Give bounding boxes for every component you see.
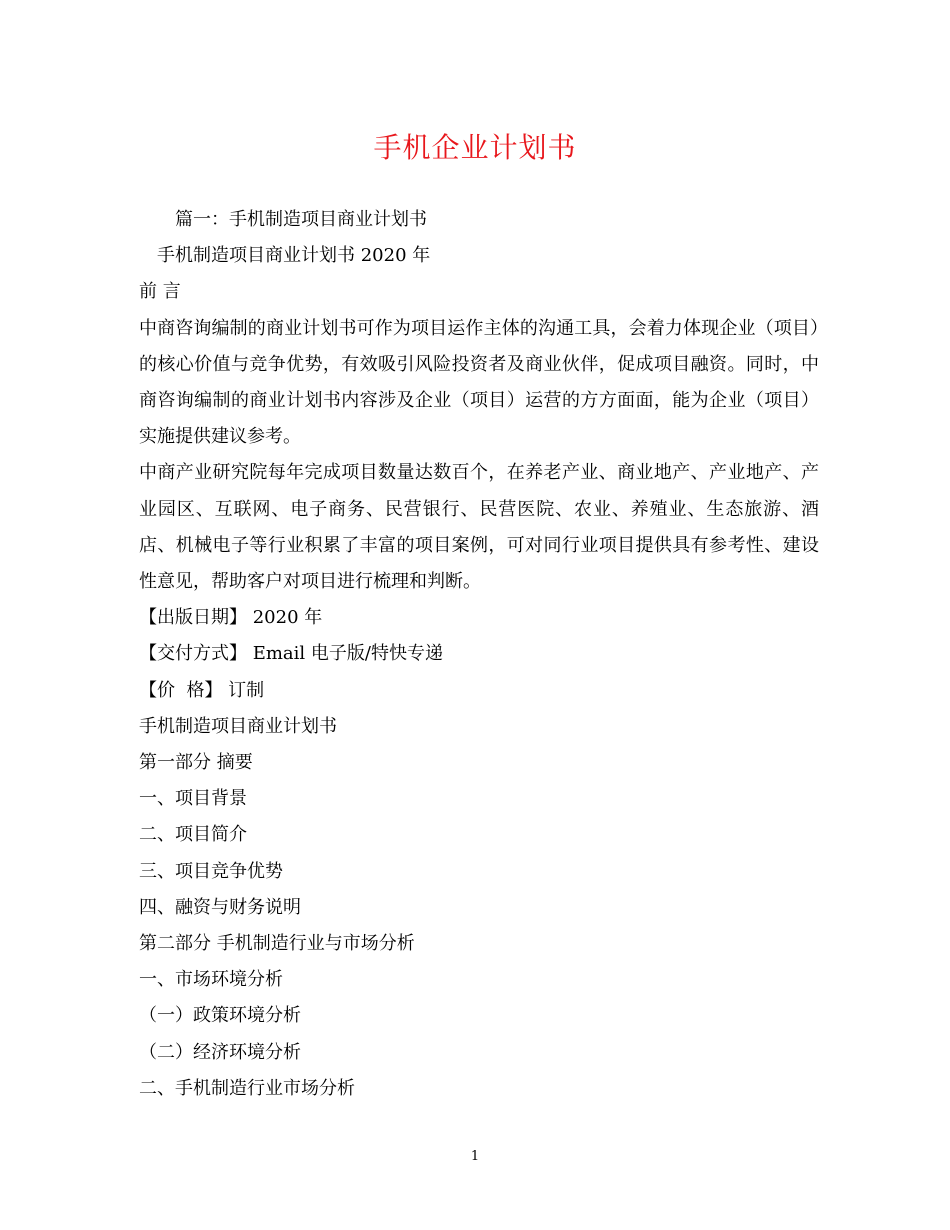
price: 【价 格】 订制 [139, 679, 265, 701]
toc-part-2-item-1-sub-2: （二）经济环境分析 [139, 1041, 301, 1063]
toc-part-1-item-3: 三、项目竞争优势 [139, 860, 283, 882]
document-title: 手机企业计划书 [373, 131, 577, 164]
document-body [139, 202, 819, 1107]
toc-part-2: 第二部分 手机制造行业与市场分析 [139, 933, 415, 955]
page-number: 1 [470, 1149, 480, 1164]
preface-paragraph-2: 中商产业研究院每年完成项目数量达数百个，在养老产业、商业地产、产业地产、产业园区、互联网、电子商务、民营银行、民营医院、农业、养殖业、生态旅游、酒店、机械电子等行业积累了丰富的项目案例，可对同行业项目提供具有参考性、建设性意见，帮助客户对项目进行梳理和判断。 [139, 462, 819, 593]
toc-title: 手机制造项目商业计划书 [139, 715, 337, 737]
toc-part-2-item-2: 二、手机制造行业市场分析 [139, 1077, 355, 1099]
report-title-year: 手机制造项目商业计划书 2020 年 [157, 245, 431, 267]
preface-paragraph-1: 中商咨询编制的商业计划书可作为项目运作主体的沟通工具，会着力体现企业（项目）的核心价值与竞争优势，有效吸引风险投资者及商业伙伴，促成项目融资。同时，中商咨询编制的商业计划书内容涉及企业（项目）运营的方方面面，能为企业（项目）实施提供建议参考。 [139, 317, 819, 448]
preface-heading: 前 言 [139, 281, 181, 303]
toc-part-1-item-1: 一、项目背景 [139, 788, 247, 810]
toc-part-2-item-1-sub-1: （一）政策环境分析 [139, 1005, 301, 1027]
toc-part-1-item-4: 四、融资与财务说明 [139, 896, 301, 918]
toc-part-2-item-1: 一、市场环境分析 [139, 969, 283, 991]
delivery-method: 【交付方式】 Email 电子版/特快专递 [139, 643, 443, 665]
toc-part-1: 第一部分 摘要 [139, 752, 253, 774]
chapter-heading: 篇一：手机制造项目商业计划书 [175, 209, 427, 230]
publish-date: 【出版日期】 2020 年 [139, 607, 323, 629]
toc-part-1-item-2: 二、项目简介 [139, 824, 247, 846]
